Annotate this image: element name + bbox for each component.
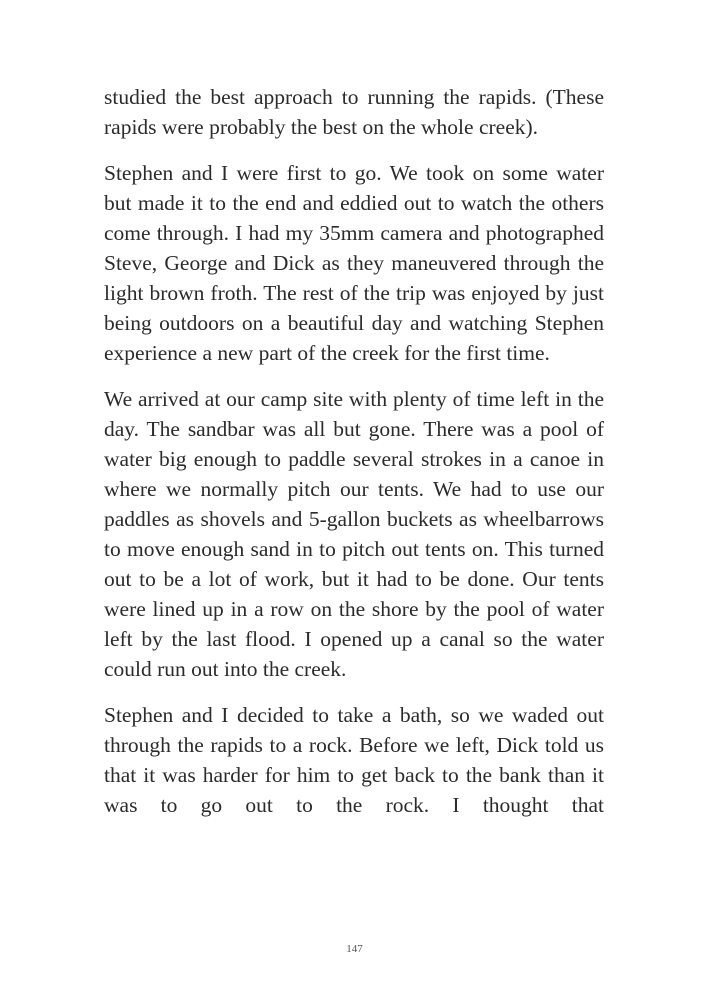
paragraph-rapids-approach: studied the best approach to running the rapids. (These rapids were probably the best on the whole creek). (104, 85, 604, 139)
page-number: 147 (346, 943, 363, 955)
paragraph-bath: Stephen and I decided to take a bath, so we waded out through the rapids to a rock. Before we left, Dick told us that it was harder for him to get back to the bank than it was to go out to the rock. I thought that (104, 703, 604, 817)
paragraph-camp-site: We arrived at our camp site with plenty of time left in the day. The sandbar was all but gone. There was a pool of water big enough to paddle several strokes in a canoe in where we normally pitch our tents. We had to use our paddles as shovels and 5-gallon buckets as wheelbarrows to move enough sand in to pitch out tents on. This turned out to be a lot of work, but it had to be done. Our tents were lined up in a row on the shore by the pool of water left by the last flood. I opened up a canal so the water could run out into the creek. (104, 387, 604, 681)
page-body (104, 82, 604, 836)
paragraph-first-run: Stephen and I were first to go. We took on some water but made it to the end and eddied out to watch the others come through. I had my 35mm camera and photographed Steve, George and Dick as they maneuvered through the light brown froth. The rest of the trip was enjoyed by just being outdoors on a beautiful day and watching Stephen experience a new part of the creek for the first time. (104, 161, 604, 365)
